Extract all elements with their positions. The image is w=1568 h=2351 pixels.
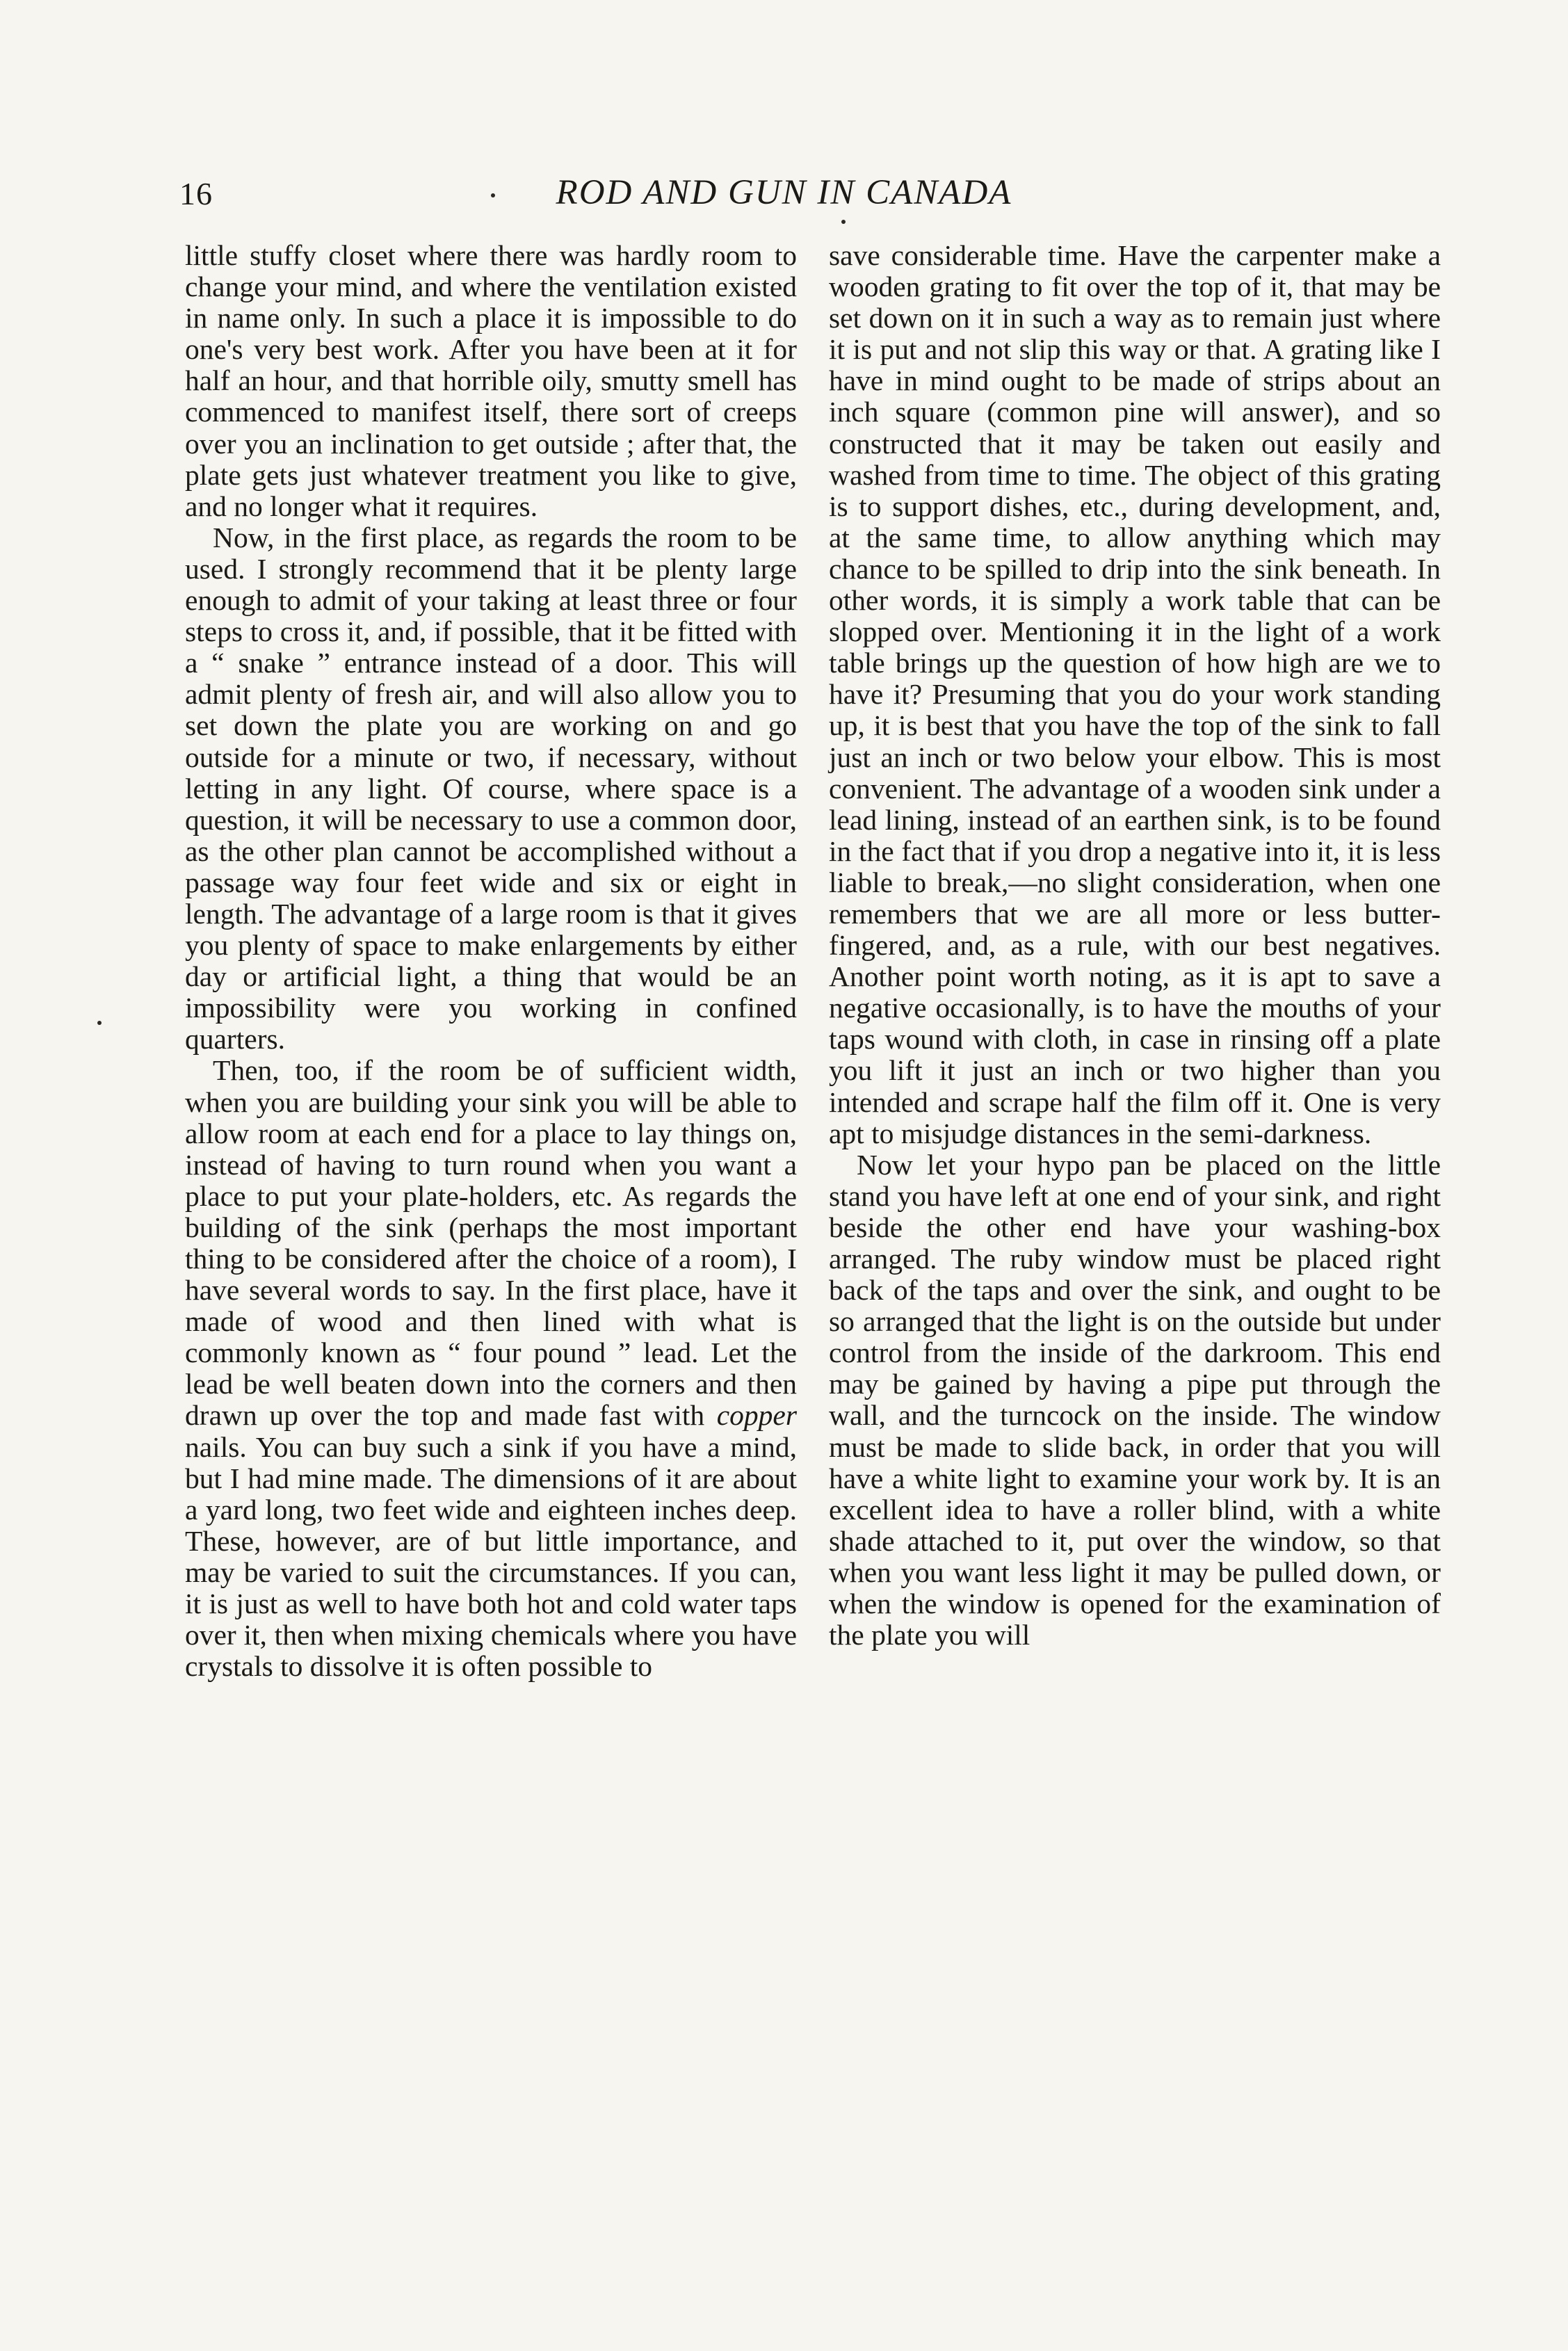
- left-paragraph-3: [185, 1055, 797, 1682]
- left-paragraph-3-text-a: Then, too, if the room be of sufficient width, when you are building your sink you will be able to allow room at each end for a place to lay things on, instead of having to turn round when you want a place to put your plate-holders, etc. As regards the building of the sink (perhaps the most important thing to be considered after the choice of a room), I have several words to say. In the first place, have it made of wood and then lined with what is commonly known as “ four pound ” lead. Let the lead be well beaten down into the corners and then drawn up over the top and made fast with: [185, 1054, 797, 1432]
- page-number: 16: [179, 176, 213, 211]
- right-paragraph-1: save considerable time. Have the carpenter make a wooden grating to fit over the top of it, that may be set down on it in such a way as to remain just where it is put and not slip this way or that. A grating like I have in mind ought to be made of strips about an inch square (common pine will answer), and so constructed that it may be taken out easily and washed from time to time. The object of this grating is to support dishes, etc., during development, and, at the same time, to allow anything which may chance to be spilled to drip into the sink beneath. In other words, it is simply a work table that can be slopped over. Mentioning it in the light of a work table brings up the question of how high are we to have it? Presuming that you do your work standing up, it is best that you have the top of the sink to fall just an inch or two below your elbow. This is most convenient. The advantage of a wooden sink under a lead lining, instead of an earthen sink, is to be found in the fact that if you drop a negative into it, it is less liable to break,—no slight consideration, when one remembers that we are all more or less butter-fingered, and, as a rule, with our best negatives. Another point worth noting, as it is apt to save a negative occasionally, is to have the mouths of your taps wound with cloth, in case in rinsing off a plate you lift it just an inch or two higher than you intended and scrape half the film off it. One is very apt to misjudge distances in the semi-darkness.: [829, 239, 1441, 1149]
- print-speck: [491, 193, 495, 197]
- print-speck: [841, 220, 846, 224]
- right-paragraph-2: Now let your hypo pan be placed on the little stand you have left at one end of your sink, and right beside the other end have your washing-box arranged. The ruby window must be placed right back of the taps and over the sink, and ought to be so arranged that the light is on the outside but under control from the inside of the darkroom. This end may be gained by having a pipe put through the wall, and the turncock on the inside. The window must be made to slide back, in order that you will have a white light to examine your work by. It is an excellent idea to have a roller blind, with a white shade attached to it, put over the window, so that when you want less light it may be pulled down, or when the window is opened for the examination of the plate you will: [829, 1148, 1441, 1651]
- left-paragraph-1: little stuffy closet where there was hardly room to change your mind, and where the ventilation existed in name only. In such a place it is impossible to do one's very best work. After you have been at it for half an hour, and that horrible oily, smutty smell has commenced to manifest itself, there sort of creeps over you an inclination to get outside ; after that, the plate gets just whatever treatment you like to give, and no longer what it requires.: [185, 239, 797, 522]
- running-title: ROD AND GUN IN CANADA: [556, 173, 1012, 212]
- left-column: [185, 240, 797, 1682]
- print-speck: [97, 1021, 102, 1025]
- right-column: [829, 240, 1441, 1651]
- left-paragraph-3-text-b: nails. You can buy such a sink if you have a mind, but I had mine made. The dimensions of it are about a yard long, two feet wide and eighteen inches deep. These, however, are of but little importance, and may be varied to suit the circumstances. If you can, it is just as well to have both hot and cold water taps over it, then when mixing chemicals where you have crystals to dissolve it is often possible to: [185, 1430, 797, 1683]
- left-paragraph-2: Now, in the first place, as regards the room to be used. I strongly recommend that it be plenty large enough to admit of your taking at least three or four steps to cross it, and, if possible, that it be fitted with a “ snake ” entrance instead of a door. This will admit plenty of fresh air, and will also allow you to set down the plate you are working on and go outside for a minute or two, if necessary, without letting in any light. Of course, where space is a question, it will be necessary to use a common door, as the other plan cannot be accomplished without a passage way four feet wide and six or eight in length. The advantage of a large room is that it gives you plenty of space to make enlargements by either day or artificial light, a thing that would be an impossibility were you working in confined quarters.: [185, 521, 797, 1056]
- left-paragraph-3-emphasis: copper: [716, 1399, 797, 1432]
